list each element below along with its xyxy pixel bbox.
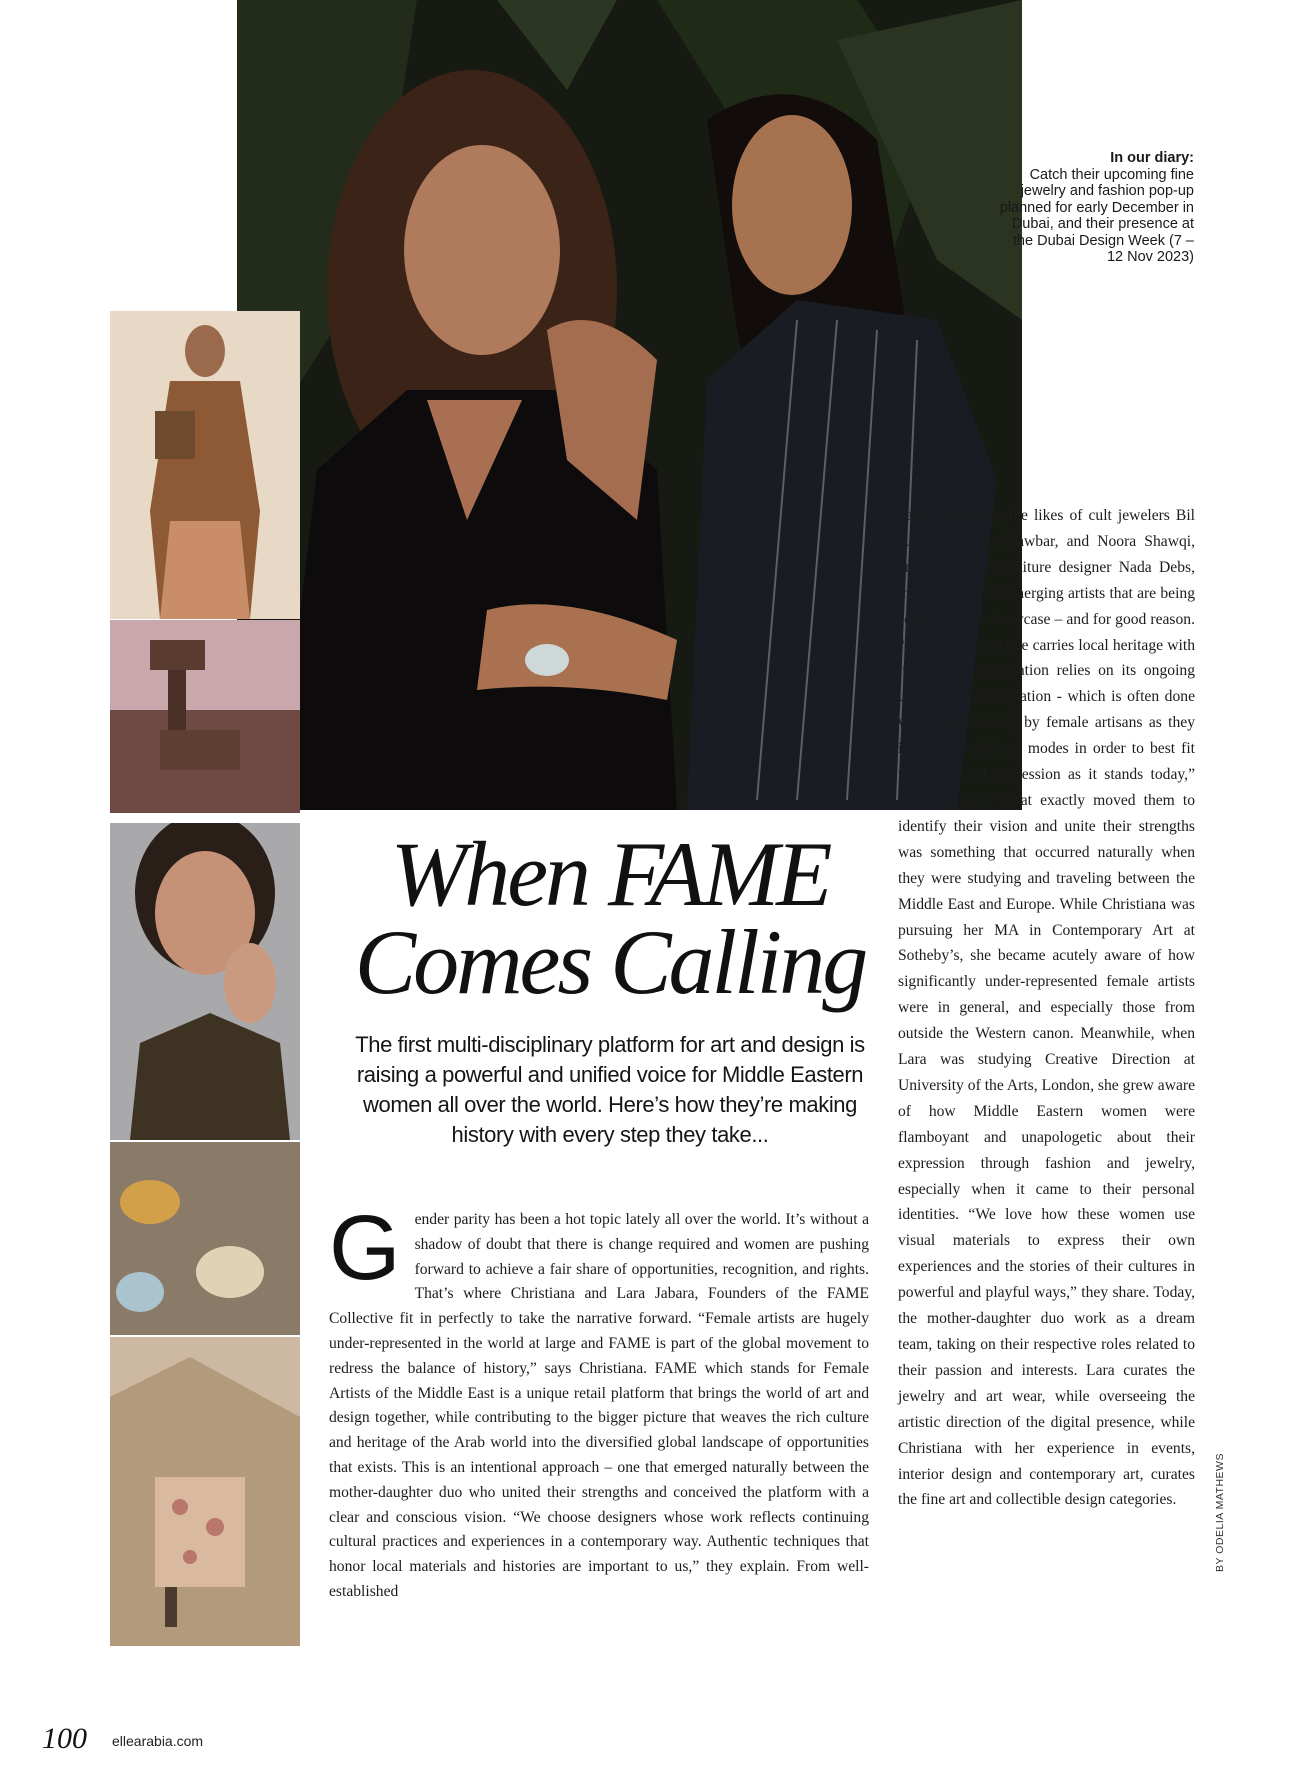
article-right-column [898,503,1195,1513]
chair-sculpture-photo [110,620,300,813]
right-column-text: names including the likes of cult jewelers Bil Arabi, L’atelier Nawbar, and Noora Shawqi, and renowned furniture designer Nada Debs, there are several emerging artists that are being sourced out to showcase – and for good reason. “Every craft practice carries local heritage with it, and its continuation relies on its ongoing updating and adaptation - which is often done very imaginatively by female artisans as they innovate traditional modes in order to best fit their personal expression as it stands today,” explains Lara. What exactly moved them to identify their vision and unite their strengths was something that occurred naturally when they were studying and traveling between the Middle East and Europe. While Christiana was pursuing her MA in Contemporary Art at Sotheby’s, she became acutely aware of how significantly under-represented female artists were in general, and especially those from outside the Western canon. Meanwhile, when Lara was studying Creative Direction at University of the Arts, London, she grew aware of how Middle Eastern women were flamboyant and unapologetic about their expression through fashion and jewelry, especially when it came to their personal identities. “We love how these women use visual materials to express their own experiences and the stories of their cultures in powerful and playful ways,” they share. Today, the mother-daughter duo work as a dream team, taking on their respective roles related to their passion and interests. Lara curates the jewelry and art wear, while overseeing the artistic direction of the digital presence, while Christiana with her experience in events, interior design and contemporary art, curates the fine art and collectible design categories. [898,507,1195,1509]
left-column-text: ender parity has been a hot topic lately all over the world. It’s without a shadow of doubt that there is change required and women are pushing forward to achieve a fair share of opportunities, recognition, and rights. That’s where Christiana and Lara Jabara, Founders of the FAME Collective fit in perfectly to take the narrative forward. “Female artists are hugely under-represented in the world at large and FAME is part of the global movement to redress the balance of history,” says Christiana. FAME which stands for Female Artists of the Middle East is a unique retail platform that brings the world of art and design together, while contributing to the bigger picture that weaves the rich culture and heritage of the Arab world into the diversified global landscape of opportunities that exists. This is an intentional approach – one that emerged naturally between the mother-daughter duo who united their strengths and conceived the platform with a clear and conscious vision. “We choose designers whose work reflects continuing cultural practices and experiences in a contemporary way. Authentic techniques that honor local materials and histories are important to us,” they explain. From well-established [329,1211,869,1600]
model-with-clutch-photo [110,311,300,619]
artwork-in-rocks-photo [110,1337,300,1646]
headline-line-2: Comes Calling [354,911,866,1013]
jewelry-pieces-photo [110,1142,300,1335]
website-link[interactable]: ellearabia.com [112,1733,204,1749]
byline-credit: BY ODELIA MATHEWS [1214,1453,1226,1572]
headline-line-1: When FAME [390,823,830,925]
portrait-with-rings-photo [110,823,300,1140]
article-headline [330,823,890,1013]
drop-cap: G [329,1197,401,1299]
diary-note [994,150,1194,266]
standfirst: The first multi-disciplinary platform for art and design is raising a powerful and unified voice for Middle Eastern women all over the world. Here’s how they’re making history with every step they take... [355,1032,865,1147]
page-number: 100 [42,1722,87,1755]
diary-label: In our diary: [1110,150,1194,166]
diary-text: Catch their upcoming fine jewelry and fashion pop-up planned for early December in Dubai, and their presence at the Dubai Design Week (7 – 12 Nov 2023) [999,166,1194,265]
article-left-column [329,1197,869,1605]
